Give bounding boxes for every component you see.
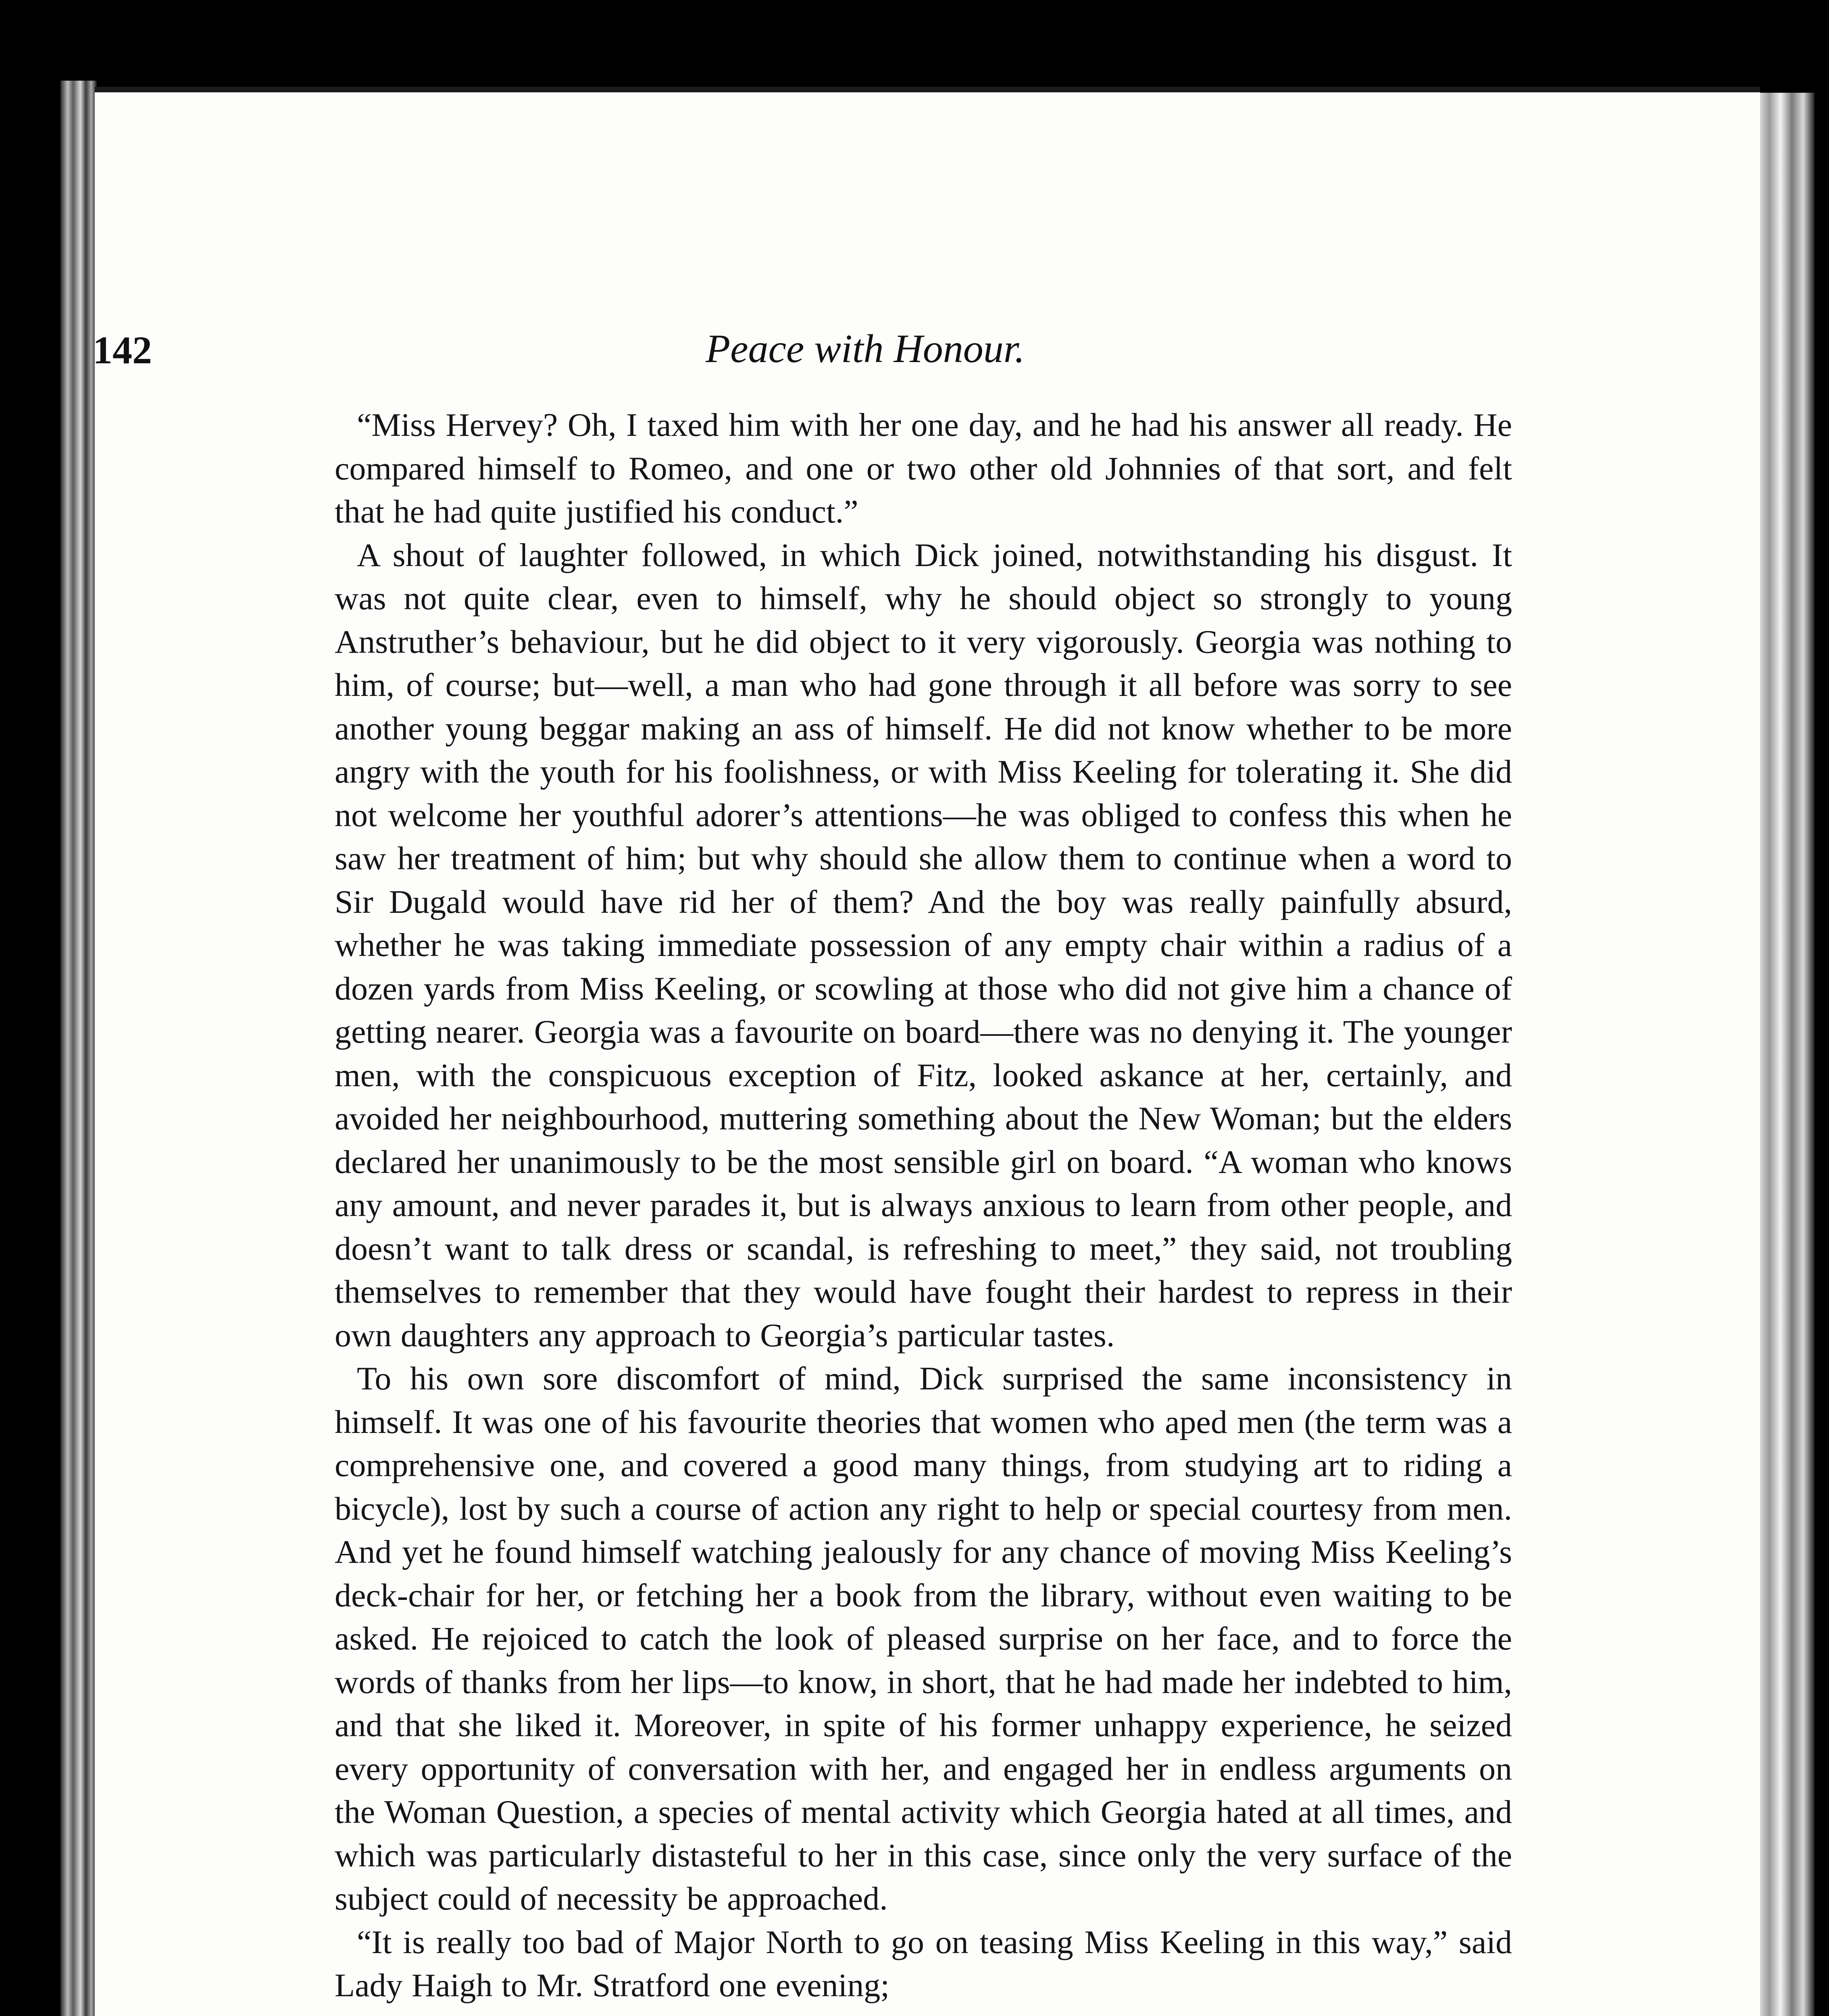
book-edge-right [1758,93,1814,2016]
book-edge-left [60,81,97,2016]
paragraph: A shout of laughter followed, in which Dick joined, notwithstanding his disgust. It was not quite clear, even to himself, why he should object so strongly to young Anstruther’s behaviour, but he did object to it very vigorously. Georgia was nothing to him, of course; but—well, a man who had gone through it all before was sorry to see another young beggar making an ass of himself. He did not know whether to be more angry with the youth for his foolishness, or with Miss Keeling for tolerating it. She did not welcome her youthful adorer’s attentions—he was obliged to confess this when he saw her treatment of him; but why should she allow them to continue when a word to Sir Dugald would have rid her of them? And the boy was really painfully absurd, whether he was taking immediate possession of any empty chair within a radius of a dozen yards from Miss Keeling, or scowling at those who did not give him a chance of getting nearer. Georgia was a favourite on board—there was no denying it. The younger men, with the conspicuous exception of Fitz, looked askance at her, certainly, and avoided her neighbourhood, muttering something about the New Woman; but the elders declared her unanimously to be the most sensible girl on board. “A woman who knows any amount, and never parades it, but is always anxious to learn from other people, and doesn’t want to talk dress or scandal, is refreshing to meet,” they said, not troubling themselves to remember that they would have fought their hardest to repress in their own daughters any approach to Georgia’s particular tastes. [335,536,1512,1354]
page-number: 142 [93,329,152,372]
paragraph: “It is really too bad of Major North to go on teasing Miss Keeling in this way,” said Lady Haigh to Mr. Stratford one evening; [335,1923,1512,2004]
body-text [335,403,1512,2007]
running-head: Peace with Honour. [706,326,1025,371]
paragraph: “Miss Hervey? Oh, I taxed him with her one day, and he had his answer all ready. He compared himself to Romeo, and one or two other old Johnnies of that sort, and felt that he had quite justified his conduct.” [335,406,1512,530]
paragraph: To his own sore discomfort of mind, Dick surprised the same inconsistency in himself. It was one of his favourite theories that women who aped men (the term was a comprehensive one, and covered a good many things, from studying art to riding a bicycle), lost by such a course of action any right to help or special courtesy from men. And yet he found himself watching jealously for any chance of moving Miss Keeling’s deck-chair for her, or fetching her a book from the library, without even waiting to be asked. He rejoiced to catch the look of pleased surprise on her face, and to force the words of thanks from her lips—to know, in short, that he had made her indebted to him, and that she liked it. Moreover, in spite of his former unhappy experience, he seized every opportunity of conversation with her, and engaged her in endless arguments on the Woman Question, a species of mental activity which Georgia hated at all times, and which was particularly distasteful to her in this case, since only the very surface of the subject could of necessity be approached. [335,1360,1512,1917]
